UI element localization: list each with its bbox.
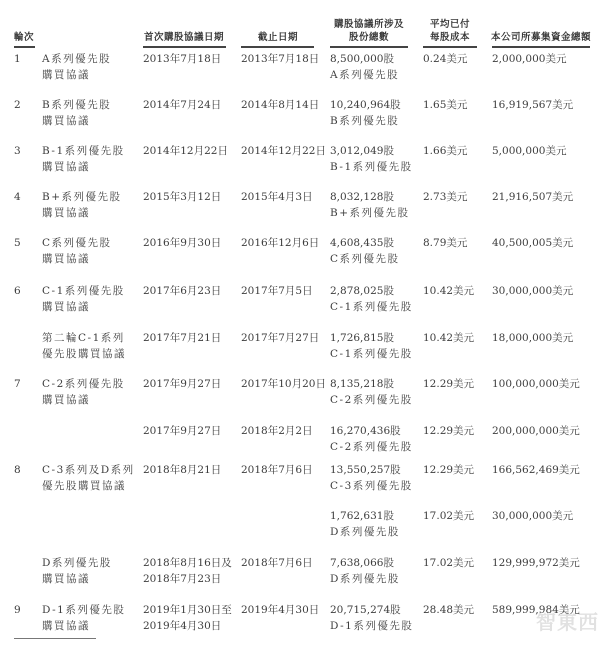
header-shares-line2: 股份總數 [348, 32, 389, 43]
cell-cost: 2.73美元 [423, 191, 468, 203]
cell-cost: 17.02美元 [423, 510, 475, 522]
cell-series: C-2系列優先股 [330, 441, 413, 453]
cell-shares: 7,638,066股 [330, 557, 394, 569]
cell-shares: 2,878,025股 [330, 285, 394, 297]
cell-round: 3 [14, 145, 21, 157]
cell-first-date: 2014年7月24日 [143, 99, 222, 111]
cell-series: C-2系列優先股 [330, 394, 413, 406]
footnote-divider [14, 638, 96, 639]
cell-agreement-name-2: 優先股購買協議 [42, 480, 126, 492]
cell-raised: 5,000,000美元 [492, 145, 567, 157]
cell-agreement-name: C-2系列優先股 [42, 378, 125, 390]
header-end-date: 截止日期 [257, 32, 298, 43]
cell-first-date: 2015年3月12日 [143, 191, 222, 203]
cell-shares: 3,012,049股 [330, 145, 394, 157]
cell-raised: 200,000,000美元 [492, 425, 580, 437]
cell-raised: 166,562,469美元 [492, 464, 580, 476]
cell-cost: 17.02美元 [423, 557, 475, 569]
cell-round: 8 [14, 464, 21, 476]
cell-round: 6 [14, 285, 21, 297]
cell-end-date: 2017年10月20日 [241, 378, 326, 390]
header-underline-end-date [241, 46, 314, 48]
cell-end-date: 2016年12月6日 [241, 237, 320, 249]
cell-cost: 1.65美元 [423, 99, 468, 111]
cell-first-date: 2017年7月21日 [143, 332, 222, 344]
cell-cost: 8.79美元 [423, 237, 468, 249]
header-round: 輪次 [14, 32, 35, 43]
cell-agreement-name: D-1系列優先股 [42, 604, 126, 616]
cell-series: C-3系列優先股 [330, 480, 413, 492]
cell-agreement-name-2: 購買協議 [42, 253, 90, 265]
cell-end-date: 2018年2月2日 [241, 425, 313, 437]
cell-first-date: 2013年7月18日 [143, 53, 222, 65]
cell-cost: 12.29美元 [423, 425, 475, 437]
cell-raised: 30,000,000美元 [492, 285, 574, 297]
cell-shares: 8,135,218股 [330, 378, 394, 390]
cell-end-date: 2019年4月30日 [241, 604, 320, 616]
cell-cost: 12.29美元 [423, 378, 475, 390]
cell-raised: 100,000,000美元 [492, 378, 580, 390]
cell-raised: 40,500,005美元 [492, 237, 574, 249]
cell-agreement-name: B系列優先股 [42, 99, 112, 111]
cell-series: B+系列優先股 [330, 207, 410, 219]
cell-agreement-name: D系列優先股 [42, 557, 112, 569]
cell-first-date: 2017年9月27日 [143, 425, 222, 437]
cell-end-date: 2017年7月27日 [241, 332, 320, 344]
header-underline-round [14, 46, 35, 48]
cell-agreement-name: C-1系列優先股 [42, 285, 125, 297]
header-underline-first-date [143, 46, 226, 48]
cell-shares: 20,715,274股 [330, 604, 401, 616]
cell-raised: 589,999,984美元 [492, 604, 580, 616]
cell-end-date: 2018年7月6日 [241, 557, 313, 569]
cell-agreement-name-2: 購買協議 [42, 207, 90, 219]
cell-end-date: 2015年4月3日 [241, 191, 313, 203]
watermark-logo: 智東西 [536, 610, 599, 634]
header-underline-shares [330, 46, 408, 48]
cell-end-date: 2017年7月5日 [241, 285, 313, 297]
cell-cost: 28.48美元 [423, 604, 475, 616]
cell-raised: 16,919,567美元 [492, 99, 574, 111]
cell-series: C-1系列優先股 [330, 301, 413, 313]
cell-agreement-name-2: 購買協議 [42, 161, 90, 173]
cell-agreement-name: C-3系列及D系列 [42, 464, 135, 476]
cell-shares: 4,608,435股 [330, 237, 394, 249]
cell-round: 9 [14, 604, 21, 616]
cell-end-date: 2014年8月14日 [241, 99, 320, 111]
cell-series: D-1系列優先股 [330, 620, 414, 632]
cell-first-date-2: 2018年7月23日 [143, 573, 222, 585]
cell-series: D系列優先股 [330, 526, 400, 538]
cell-first-date: 2016年9月30日 [143, 237, 222, 249]
cell-round: 1 [14, 53, 21, 65]
cell-agreement-name-2: 購買協議 [42, 394, 90, 406]
header-cost-line2: 每股成本 [429, 32, 470, 43]
cell-agreement-name-2: 購買協議 [42, 301, 90, 313]
cell-first-date: 2018年8月16日及 [143, 557, 232, 569]
header-underline-raised [492, 46, 590, 48]
cell-round: 5 [14, 237, 21, 249]
header-first-date: 首次購股協議日期 [143, 32, 224, 43]
cell-first-date: 2017年6月23日 [143, 285, 222, 297]
cell-first-date: 2018年8月21日 [143, 464, 222, 476]
cell-first-date-2: 2019年4月30日 [143, 620, 222, 632]
cell-cost: 10.42美元 [423, 285, 475, 297]
cell-cost: 10.42美元 [423, 332, 475, 344]
cell-raised: 129,999,972美元 [492, 557, 580, 569]
header-shares-line1: 購股協議所涉及 [333, 19, 404, 30]
cell-shares: 10,240,964股 [330, 99, 401, 111]
cell-series: B系列優先股 [330, 115, 400, 127]
cell-round: 2 [14, 99, 21, 111]
cell-series: C系列優先股 [330, 253, 400, 265]
cell-agreement-name-2: 購買協議 [42, 69, 90, 81]
header-underline-cost [423, 46, 477, 48]
cell-end-date: 2013年7月18日 [241, 53, 320, 65]
cell-cost: 12.29美元 [423, 464, 475, 476]
cell-cost: 0.24美元 [423, 53, 468, 65]
cell-agreement-name-2: 購買協議 [42, 115, 90, 127]
cell-first-date: 2019年1月30日至 [143, 604, 232, 616]
cell-shares: 1,726,815股 [330, 332, 394, 344]
cell-cost: 1.66美元 [423, 145, 468, 157]
cell-raised: 30,000,000美元 [492, 510, 574, 522]
cell-series: C-1系列優先股 [330, 348, 413, 360]
cell-first-date: 2017年9月27日 [143, 378, 222, 390]
cell-shares: 1,762,631股 [330, 510, 394, 522]
header-raised: 本公司所募集資金總額 [490, 32, 591, 43]
cell-series: B-1系列優先股 [330, 161, 413, 173]
cell-agreement-name: B-1系列優先股 [42, 145, 125, 157]
cell-first-date: 2014年12月22日 [143, 145, 228, 157]
header-cost-line1: 平均已付 [429, 19, 470, 30]
cell-end-date: 2014年12月22日 [241, 145, 326, 157]
cell-agreement-name: C系列優先股 [42, 237, 112, 249]
cell-agreement-name-2: 優先股購買協議 [42, 348, 126, 360]
cell-agreement-name: A系列優先股 [42, 53, 112, 65]
cell-shares: 13,550,257股 [330, 464, 401, 476]
cell-raised: 2,000,000美元 [492, 53, 567, 65]
cell-series: D系列優先股 [330, 573, 400, 585]
cell-series: A系列優先股 [330, 69, 400, 81]
cell-shares: 8,032,128股 [330, 191, 394, 203]
cell-agreement-name: B+系列優先股 [42, 191, 122, 203]
cell-shares: 8,500,000股 [330, 53, 394, 65]
cell-raised: 21,916,507美元 [492, 191, 574, 203]
cell-round: 4 [14, 191, 21, 203]
cell-round: 7 [14, 378, 21, 390]
cell-shares: 16,270,436股 [330, 425, 401, 437]
cell-raised: 18,000,000美元 [492, 332, 574, 344]
cell-agreement-name: 第二輪C-1系列 [42, 332, 125, 344]
cell-end-date: 2018年7月6日 [241, 464, 313, 476]
cell-agreement-name-2: 購買協議 [42, 573, 90, 585]
cell-agreement-name-2: 購買協議 [42, 620, 90, 632]
